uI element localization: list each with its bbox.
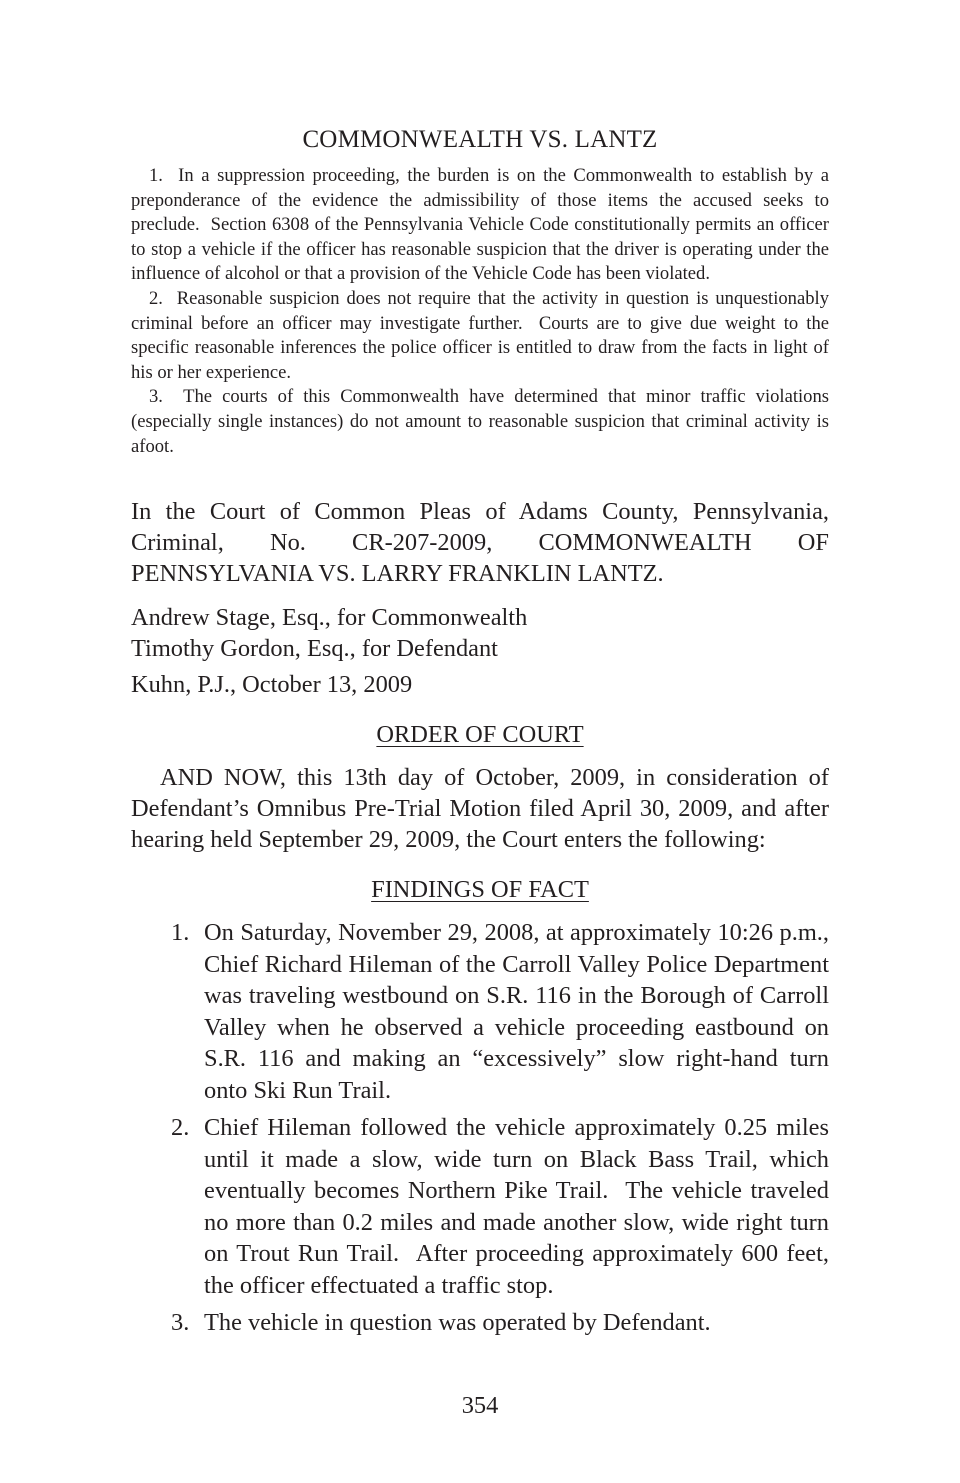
finding-item <box>131 1307 829 1339</box>
headnote-2: 2. Reasonable suspicion does not require that the activity in question is unquestionably criminal before an officer may investigate further. Courts are to give due weight to the specific reasonable inferences the police officer is entitled to draw from the facts in light of his or her experience. <box>131 287 829 383</box>
finding-text: The vehicle in question was operated by Defendant. <box>204 1309 711 1337</box>
headnote-3: 3. The courts of this Commonwealth have determined that minor traffic violations (especially single instances) do not amount to reasonable suspicion that criminal activity is afoot. <box>131 386 829 457</box>
headnote-1: 1. In a suppression proceeding, the burden is on the Commonwealth to establish by a preponderance of the evidence the admissibility of those items the accused seeks to preclude. Section 6308 of the Pennsylvania Vehicle Code constitutionally permits an officer to stop a vehicle if the officer has reasonable suspicion that the driver is operating under the influence of alcohol or that a provision of the Vehicle Code has been violated. <box>131 165 829 285</box>
counsel-commonwealth: Andrew Stage, Esq., for Commonwealth <box>131 604 528 631</box>
judge-line: Kuhn, P.J., October 13, 2009 <box>131 671 413 698</box>
case-caption: In the Court of Common Pleas of Adams County, Pennsylvania, Criminal, No. CR-207-2009, COMMONWEALTH OF PENNSYLVANIA VS. LARRY FRANKLIN LANTZ. <box>131 498 829 587</box>
finding-text: Chief Hileman followed the vehicle approximately 0.25 miles until it made a slow, wide turn on Black Bass Trail, which eventually becomes Northern Pike Trail. The vehicle traveled no more than 0.2 miles and made another slow, wide right turn on Trout Run Trail. After proceeding approximately 600 feet, the officer effectuated a traffic stop. <box>204 1114 829 1300</box>
document-page <box>131 0 829 1483</box>
order-heading <box>131 719 829 750</box>
finding-item <box>131 1112 829 1302</box>
findings-list <box>131 917 829 1344</box>
finding-item <box>131 917 829 1107</box>
findings-heading-text: FINDINGS OF FACT <box>371 876 589 903</box>
finding-number: 3. <box>171 1309 190 1337</box>
counsel-defendant: Timothy Gordon, Esq., for Defendant <box>131 635 498 662</box>
finding-text: On Saturday, November 29, 2008, at approximately 10:26 p.m., Chief Richard Hileman of the Carroll Valley Police Department was traveling westbound on S.R. 116 in the Borough of Carroll Valley when he observed a vehicle proceeding eastbound on S.R. 116 and making an “excessively” slow right-hand turn onto Ski Run Trail. <box>204 919 829 1104</box>
counsel-block <box>131 602 829 664</box>
order-heading-text: ORDER OF COURT <box>376 721 584 748</box>
order-text: AND NOW, this 13th day of October, 2009, in consideration of Defendant’s Omnibus Pre-Trial Motion filed April 30, 2009, and after hearing held September 29, 2009, the Court enters the following: <box>131 764 829 854</box>
running-head: COMMONWEALTH VS. LANTZ <box>302 126 658 153</box>
findings-heading <box>131 874 829 905</box>
page-number: 354 <box>461 1392 499 1419</box>
finding-number: 2. <box>171 1114 190 1142</box>
headnotes <box>131 164 829 459</box>
finding-number: 1. <box>171 919 190 946</box>
